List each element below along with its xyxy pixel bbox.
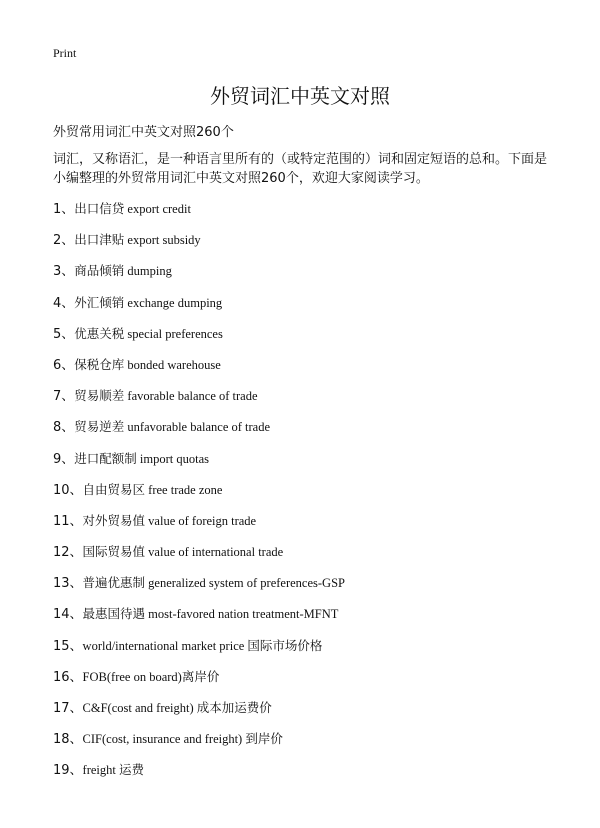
item-number: 14、 (53, 607, 83, 623)
list-item (53, 262, 573, 293)
item-text: 出口津贴 export subsidy (74, 233, 201, 248)
item-number: 7、 (53, 389, 75, 405)
item-text: 普遍优惠制 generalized system of preferences-GSP (82, 576, 345, 591)
item-number: 2、 (53, 233, 75, 249)
list-item (53, 200, 573, 231)
item-text: 贸易顺差 favorable balance of trade (74, 389, 258, 404)
item-text: 外汇倾销 exchange dumping (74, 295, 223, 310)
item-text: 商品倾销 dumping (74, 264, 172, 279)
list-item (53, 637, 573, 668)
item-number: 5、 (53, 326, 75, 342)
intro-paragraph: 词汇，又称语汇，是一种语言里所有的（或特定范围的）词和固定短语的总和。下面是小编整理的外贸常用词汇中英文对照260个，欢迎大家阅读学习。 (53, 152, 548, 186)
list-item (53, 418, 573, 449)
item-number: 10、 (53, 482, 83, 498)
list-item (53, 668, 573, 699)
item-text: CIF(cost, insurance and freight) 到岸价 (82, 732, 283, 747)
item-number: 11、 (53, 513, 83, 529)
item-text: freight 运费 (82, 763, 144, 778)
item-number: 18、 (53, 732, 83, 748)
list-item (53, 605, 573, 636)
list-item (53, 699, 573, 730)
item-number: 12、 (53, 545, 83, 561)
item-number: 4、 (53, 295, 75, 311)
list-item (53, 231, 573, 262)
item-number: 15、 (53, 638, 83, 654)
item-text: 自由贸易区 free trade zone (82, 482, 223, 497)
vocabulary-list (53, 200, 573, 793)
list-item (53, 356, 573, 387)
item-number: 3、 (53, 264, 75, 280)
item-number: 1、 (53, 202, 75, 217)
list-item (53, 294, 573, 325)
item-number: 19、 (53, 763, 83, 779)
list-item (53, 574, 573, 605)
list-item (53, 450, 573, 481)
item-text: C&F(cost and freight) 成本加运费价 (82, 701, 272, 715)
item-number: 6、 (53, 357, 75, 373)
list-item (53, 512, 573, 543)
document-title: 外贸词汇中英文对照 (210, 84, 390, 108)
item-number: 17、 (53, 701, 83, 716)
item-text: FOB(free on board)离岸价 (82, 669, 220, 684)
item-text: world/international market price 国际市场价格 (82, 638, 323, 653)
item-number: 16、 (53, 669, 83, 685)
print-label: Print (53, 46, 77, 60)
list-item (53, 481, 573, 512)
list-item (53, 387, 573, 418)
list-item (53, 543, 573, 574)
item-number: 9、 (53, 451, 75, 467)
item-text: 最惠国待遇 most-favored nation treatment-MFNT (82, 607, 339, 622)
list-item (53, 761, 573, 792)
document-subtitle: 外贸常用词汇中英文对照260个 (53, 125, 234, 140)
item-number: 13、 (53, 576, 83, 592)
item-text: 保税仓库 bonded warehouse (74, 357, 221, 372)
list-item (53, 730, 573, 761)
item-text: 贸易逆差 unfavorable balance of trade (74, 420, 271, 435)
item-text: 优惠关税 special preferences (74, 326, 223, 341)
list-item (53, 325, 573, 356)
item-number: 8、 (53, 420, 75, 436)
item-text: 国际贸易值 value of international trade (82, 545, 284, 560)
item-text: 进口配额制 import quotas (74, 451, 209, 466)
item-text: 对外贸易值 value of foreign trade (82, 513, 257, 528)
item-text: 出口信贷 export credit (74, 202, 191, 216)
